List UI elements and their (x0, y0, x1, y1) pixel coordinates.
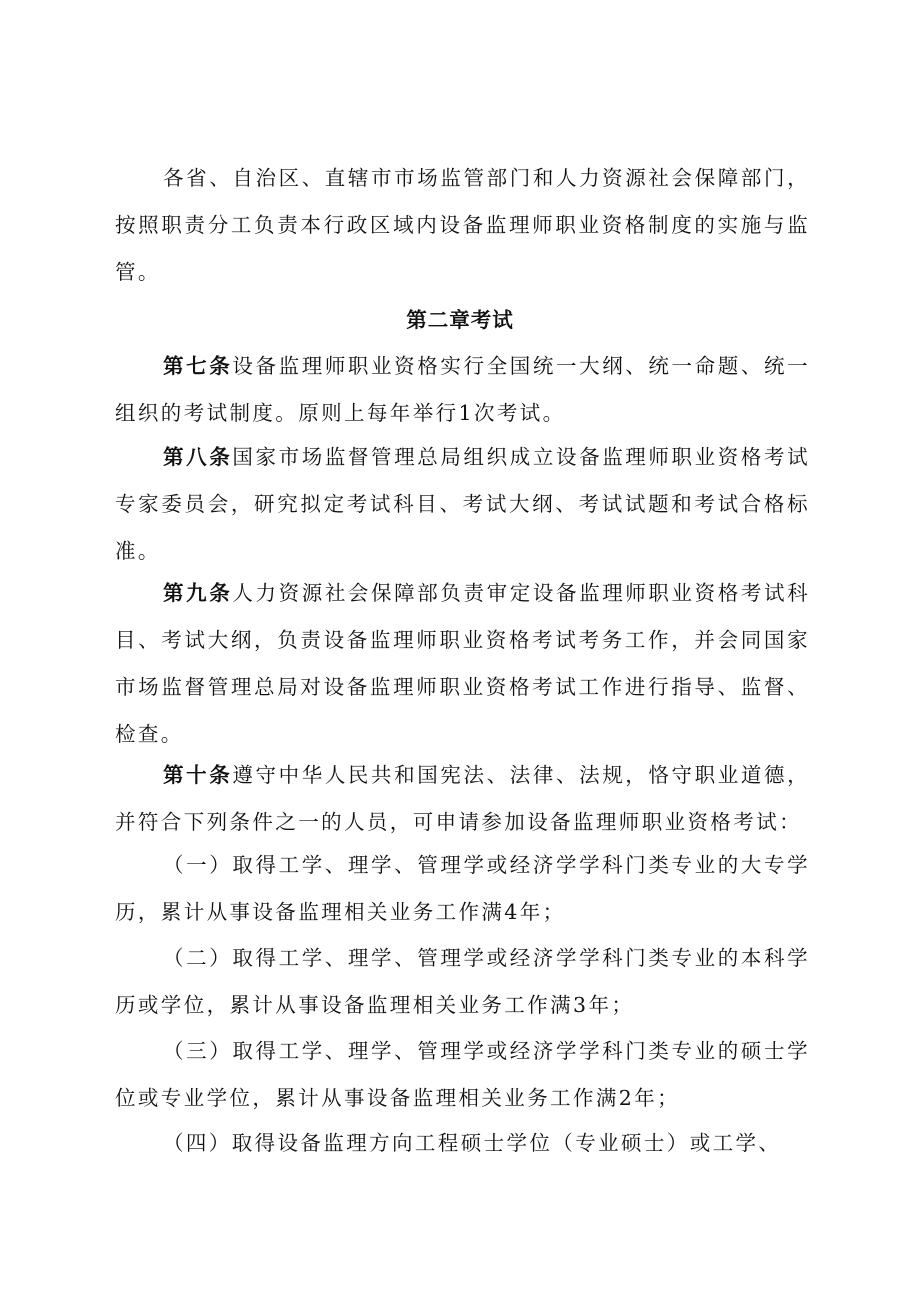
condition-3: （三）取得工学、理学、管理学或经济学学科门类专业的硕士学位或专业学位，累计从事设备监理相关业务工作满2年； (115, 1039, 810, 1110)
condition-1: （一）取得工学、理学、管理学或经济学学科门类专业的大专学历，累计从事设备监理相关业务工作满4年； (115, 853, 810, 924)
article-label: 第八条 (163, 445, 233, 469)
article-text: 人力资源社会保障部负责审定设备监理师职业资格考试科目、考试大纲，负责设备监理师职业资格考试考务工作，并会同国家市场监督管理总局对设备监理师职业资格考试工作进行指导、监督、检查。 (115, 581, 811, 746)
article-label: 第九条 (163, 581, 233, 605)
paragraph-supervision (115, 155, 810, 296)
article-8 (115, 434, 810, 575)
condition-2: （二）取得工学、理学、管理学或经济学学科门类专业的本科学历或学位，累计从事设备监理相关业务工作满3年； (115, 946, 810, 1017)
article-10 (115, 752, 810, 846)
article-label: 第七条 (163, 354, 233, 378)
chapter-heading: 第二章考试 (406, 308, 514, 332)
article-7 (115, 343, 810, 437)
condition-4: （四）取得设备监理方向工程硕士学位（专业硕士）或工学、 (163, 1131, 782, 1155)
article-text: 遵守中华人民共和国宪法、法律、法规，恪守职业道德，并符合下列条件之一的人员，可申请参加设备监理师职业资格考试： (115, 763, 811, 834)
article-text: 设备监理师职业资格实行全国统一大纲、统一命题、统一组织的考试制度。原则上每年举行1次考试。 (115, 354, 811, 425)
article-text: 国家市场监督管理总局组织成立设备监理师职业资格考试专家委员会，研究拟定考试科目、考试大纲、考试试题和考试合格标准。 (115, 445, 811, 563)
article-label: 第十条 (163, 763, 233, 787)
paragraph-text: 各省、自治区、直辖市市场监管部门和人力资源社会保障部门，按照职责分工负责本行政区域内设备监理师职业资格制度的实施与监管。 (115, 166, 810, 284)
article-9 (115, 570, 810, 758)
